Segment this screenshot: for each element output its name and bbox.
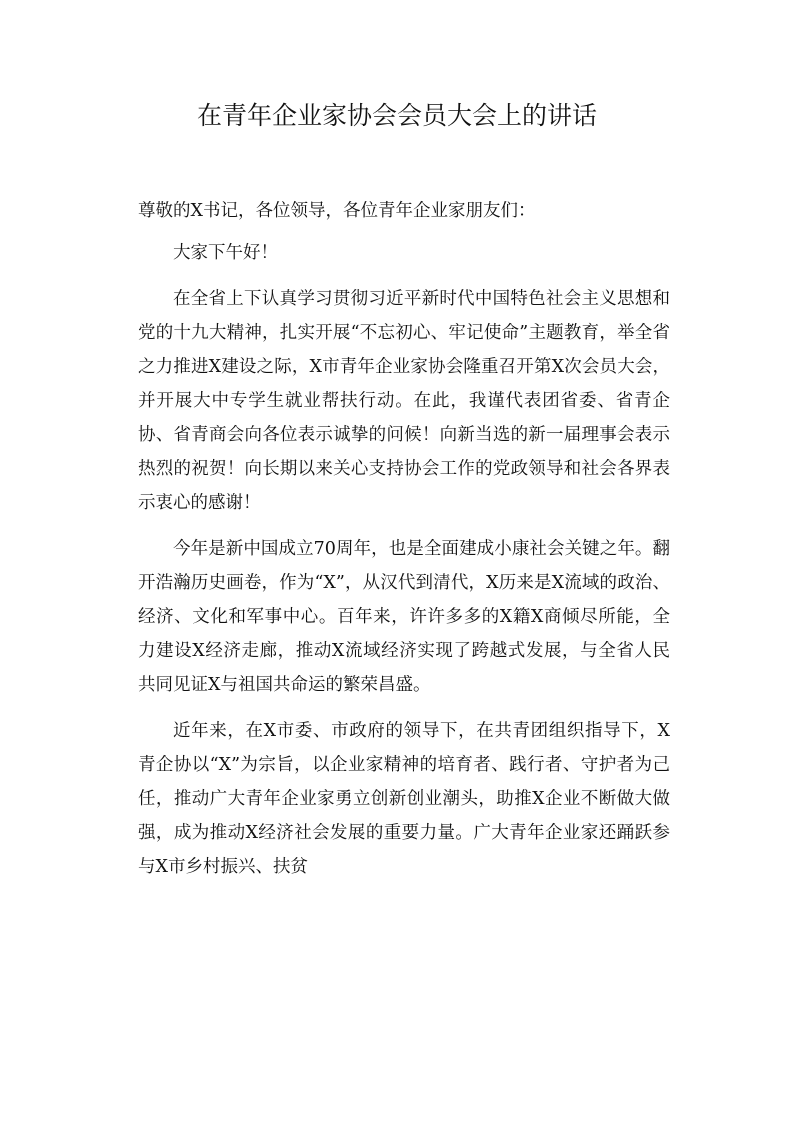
paragraph-1: 在全省上下认真学习贯彻习近平新时代中国特色社会主义思想和党的十九大精神，扎实开展“不忘初心、牢记使命”主题教育，举全省之力推进X建设之际，X市青年企业家协会隆重召开第X次会员大会，并开展大中专学生就业帮扶行动。在此，我谨代表团省委、省青企协、省青商会向各位表示诚挚的问候！向新当选的新一届理事会表示热烈的祝贺！向长期以来关心支持协会工作的党政领导和社会各界表示衷心的感谢！	[138, 289, 670, 513]
document-body	[138, 194, 670, 896]
paragraph-2: 今年是新中国成立70周年，也是全面建成小康社会关键之年。翻开浩瀚历史画卷，作为“X”，从汉代到清代，X历来是X流域的政治、经济、文化和军事中心。百年来，许许多多的X籍X商倾尽所能，全力建设X经济走廊，推动X流域经济实现了跨越式发展，与全省人民共同见证X与祖国共命运的繁荣昌盛。	[138, 539, 670, 695]
document-title: 在青年企业家协会会员大会上的讲话	[196, 101, 597, 130]
greeting: 大家下午好！	[173, 243, 278, 263]
salutation: 尊敬的X书记，各位领导，各位青年企业家朋友们：	[138, 201, 536, 221]
paragraph-3: 近年来，在X市委、市政府的领导下，在共青团组织指导下，X青企协以“X”为宗旨，以企业家精神的培育者、践行者、守护者为己任，推动广大青年企业家勇立创新创业潮头，助推X企业不断做大做强，成为推动X经济社会发展的重要力量。广大青年企业家还踊跃参与X市乡村振兴、扶贫	[138, 721, 670, 877]
